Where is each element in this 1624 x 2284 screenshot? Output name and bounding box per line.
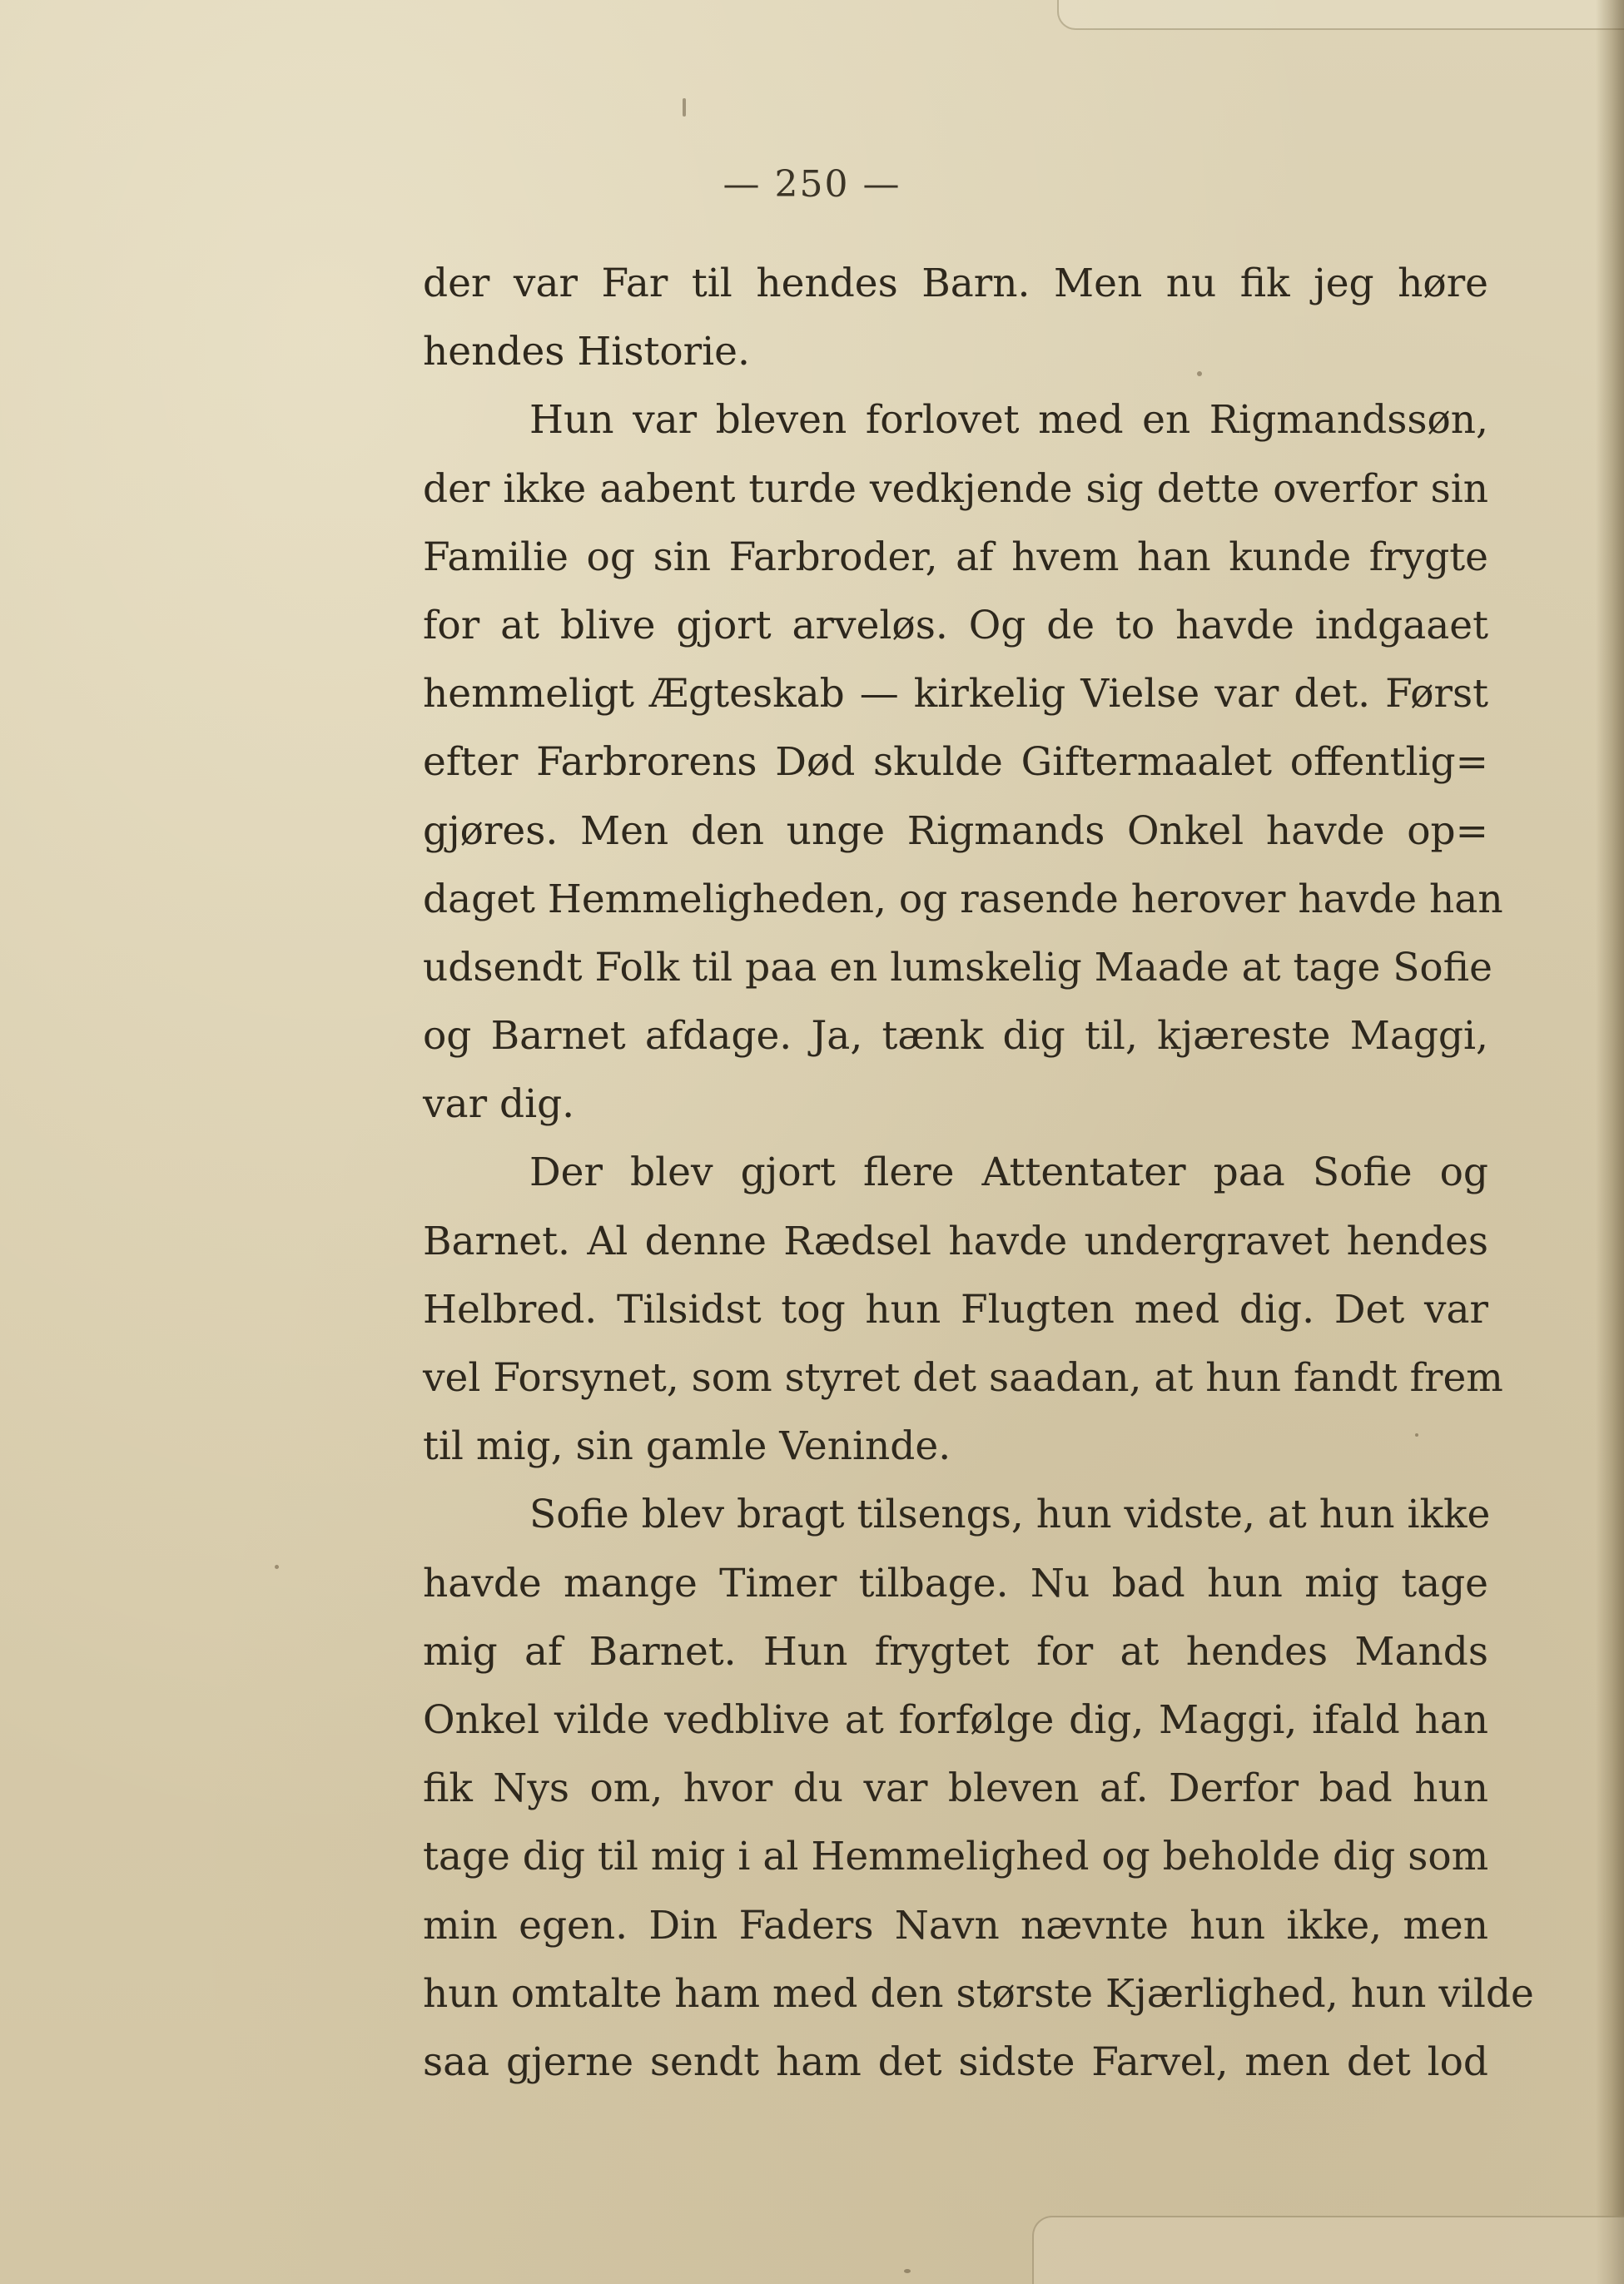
page-corner-fold [1032,2216,1624,2284]
text-line: gjøres. Men den unge Rigmands Onkel havde op= [423,807,1488,854]
body-text [423,250,1534,2097]
text-line: hendes Historie. [423,329,750,375]
paper-speck [904,2269,911,2273]
text-line: Sofie blev bragt tilsengs, hun vidste, at hun ikke [529,1492,1491,1538]
text-line: hemmeligt Ægteskab — kirkelig Vielse var det. Først [423,671,1488,717]
paper-speck [683,98,686,117]
page-edge-top [1057,0,1624,30]
text-line: daget Hemmeligheden, og rasende herover havde han [423,876,1503,922]
text-line: Barnet. Al denne Rædsel havde undergravet hendes [423,1218,1488,1264]
text-line: Hun var bleven forlovet med en Rigmandssøn, [529,397,1488,444]
text-line: saa gjerne sendt ham det sidste Farvel, men det lod [423,2038,1488,2085]
text-line: havde mange Timer tilbage. Nu bad hun mig tage [423,1560,1488,1606]
text-line: Familie og sin Farbroder, af hvem han kunde frygte [423,534,1488,580]
text-line: vel Forsynet, som styret det saadan, at hun fandt frem [423,1355,1503,1401]
text-line: for at blive gjort arveløs. Og de to havde indgaaet [423,602,1488,648]
text-line: der ikke aabent turde vedkjende sig dette overfor sin [423,465,1488,512]
text-line: min egen. Din Faders Navn nævnte hun ikke, men [423,1902,1488,1949]
page-edge-right [1596,0,1624,2284]
page-number: — 250 — [723,163,901,206]
text-line: hun omtalte ham med den største Kjærlighed, hun vilde [423,1970,1534,2017]
text-line: Der blev gjort flere Attentater paa Sofie og [529,1149,1488,1196]
text-line: fik Nys om, hvor du var bleven af. Derfor bad hun [423,1765,1488,1812]
text-line: efter Farbrorens Død skulde Giftermaalet offentlig= [423,739,1488,786]
paper-speck [275,1565,279,1569]
text-line: til mig, sin gamle Veninde. [423,1423,951,1470]
text-line: tage dig til mig i al Hemmelighed og beholde dig som [423,1834,1489,1880]
text-line: der var Far til hendes Barn. Men nu fik jeg høre [423,261,1488,306]
text-line: var dig. [423,1081,575,1128]
text-line: udsendt Folk til paa en lumskelig Maade at tage Sofie [423,944,1492,991]
text-line: Helbred. Tilsidst tog hun Flugten med dig. Det var [423,1286,1488,1333]
text-line: mig af Barnet. Hun frygtet for at hendes Mands [423,1628,1488,1675]
text-line: og Barnet afdage. Ja, tænk dig til, kjæreste Maggi, [423,1013,1488,1060]
text-line: Onkel vilde vedblive at forfølge dig, Maggi, ifald han [423,1696,1488,1743]
